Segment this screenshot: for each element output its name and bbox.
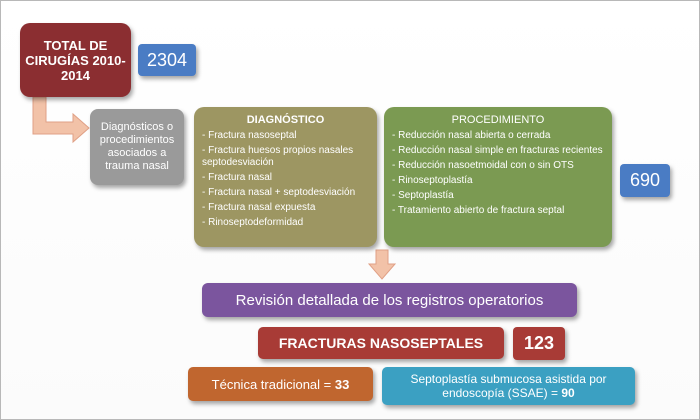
diagnostico-box — [194, 107, 377, 247]
total-surgeries-title: TOTAL DE CIRUGÍAS 2010-2014 — [25, 37, 126, 83]
procedimiento-title: PROCEDIMIENTO — [451, 114, 545, 126]
diagnoses-summary-box — [90, 109, 184, 185]
ssae-box — [382, 367, 635, 405]
elbow-arrow — [29, 97, 91, 147]
ssae-label: Septoplastía submucosa asistida por endoscopía (SSAE) = — [410, 372, 607, 400]
diagnostico-item: - Fractura nasoseptal — [202, 130, 297, 141]
diagnostico-item: - Fractura nasal — [202, 172, 273, 183]
procedimiento-item: - Reducción nasoetmoidal con o sin OTS — [392, 160, 574, 171]
procedimiento-item: - Reducción nasal abierta o cerrada — [392, 130, 551, 141]
fracturas-count-value: 123 — [523, 333, 555, 353]
diagnostico-item: - Fractura nasal expuesta — [202, 202, 316, 213]
total-surgeries-box — [20, 23, 131, 97]
procedures-count — [620, 164, 670, 197]
diagnostico-item: - Fractura nasal + septodesviación — [202, 187, 356, 198]
diagnoses-summary-text: Diagnósticos o procedimientos asociados a trauma nasal — [99, 121, 175, 172]
diagnostico-item: - Fractura huesos propios nasales septodesviación — [202, 145, 354, 168]
total-surgeries-count — [138, 44, 196, 76]
procedimiento-list — [392, 130, 604, 217]
procedimiento-item: - Septoplastía — [392, 190, 454, 201]
diagnostico-list — [202, 130, 369, 229]
diagnostico-title: DIAGNÓSTICO — [246, 114, 325, 126]
tecnica-tradicional-label: Técnica tradicional = — [211, 376, 335, 392]
tecnica-tradicional-value: 33 — [334, 376, 350, 392]
ssae-text — [388, 372, 629, 400]
down-arrow — [368, 249, 396, 281]
procedimiento-item: - Tratamiento abierto de fractura septal — [392, 205, 565, 216]
tecnica-tradicional-text — [212, 377, 350, 392]
fracturas-text: FRACTURAS NASOSEPTALES — [278, 335, 484, 351]
diagnostico-item: - Rinoseptodeformidad — [202, 217, 304, 228]
procedures-count-value: 690 — [629, 170, 661, 190]
fracturas-count — [513, 327, 565, 360]
tecnica-tradicional-box — [188, 367, 373, 401]
procedimiento-box — [384, 107, 612, 247]
fracturas-box — [258, 327, 504, 359]
ssae-value: 90 — [561, 386, 575, 400]
procedimiento-item: - Reducción nasal simple en fracturas recientes — [392, 145, 603, 156]
total-count-value: 2304 — [146, 49, 188, 70]
revision-box — [202, 283, 577, 317]
procedimiento-item: - Rinoseptoplastía — [392, 175, 473, 186]
revision-text: Revisión detallada de los registros operatorios — [235, 291, 544, 309]
